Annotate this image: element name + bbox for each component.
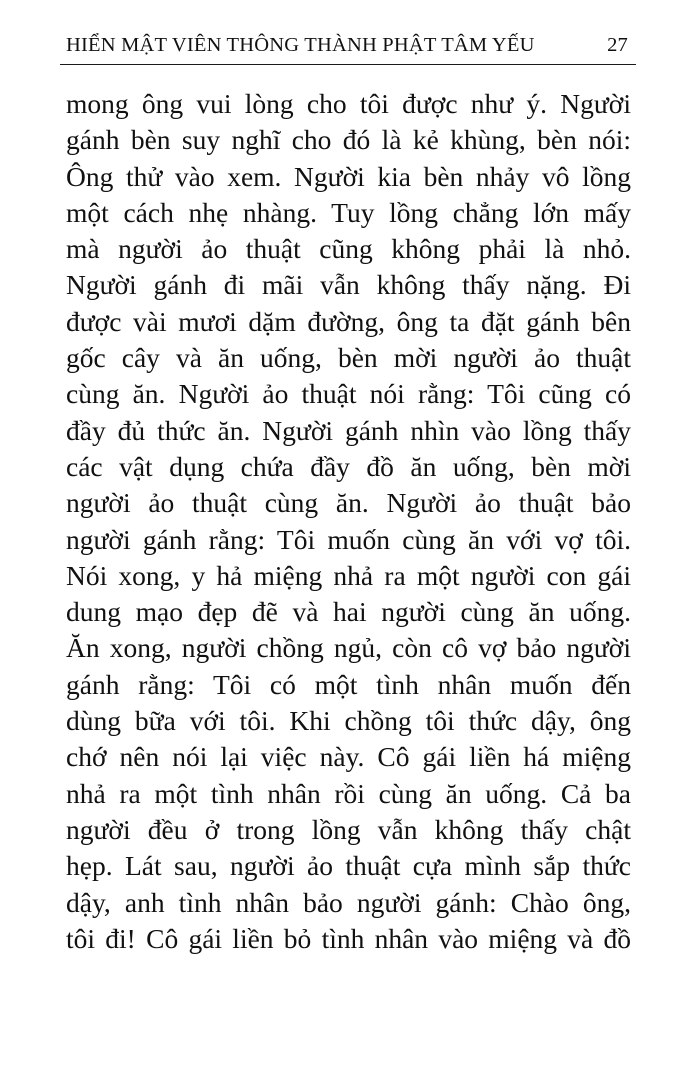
header-rule (60, 64, 636, 65)
text-line-18: dùng bữa với tôi. Khi chồng tôi thức dậy, ông (66, 705, 631, 737)
text-line-14: Nói xong, y hả miệng nhả ra một người con gái (66, 559, 631, 591)
text-line-3: Ông thử vào xem. Người kia bèn nhảy vô lồng (66, 160, 631, 192)
text-line-8: gốc cây và ăn uống, bèn mời người ảo thuật (66, 342, 631, 374)
text-line-1: mong ông vui lòng cho tôi được như ý. Người (66, 88, 631, 119)
page-number: 27 (607, 34, 628, 56)
text-line-21: người đều ở trong lồng vẫn không thấy chật (66, 813, 631, 845)
text-line-10: đầy đủ thức ăn. Người gánh nhìn vào lồng thấy (66, 414, 631, 446)
text-line-22: hẹp. Lát sau, người ảo thuật cựa mình sắp thức (66, 850, 631, 882)
text-line-2: gánh bèn suy nghĩ cho đó là kẻ khùng, bèn nói: (66, 124, 631, 156)
text-line-13: người gánh rằng: Tôi muốn cùng ăn với vợ tôi. (66, 523, 631, 555)
text-line-15: dung mạo đẹp đẽ và hai người cùng ăn uống. (66, 596, 631, 628)
text-line-19: chớ nên nói lại việc này. Cô gái liền há miệng (66, 741, 631, 773)
body-text (66, 86, 631, 957)
header-title: HIỂN MẬT VIÊN THÔNG THÀNH PHẬT TÂM YẾU (66, 34, 535, 56)
text-line-16: Ăn xong, người chồng ngủ, còn cô vợ bảo người (66, 632, 631, 664)
text-line-24: tôi đi! Cô gái liền bỏ tình nhân vào miệng và đồ (66, 922, 631, 954)
text-line-23: dậy, anh tình nhân bảo người gánh: Chào ông, (66, 886, 631, 918)
text-line-6: Người gánh đi mãi vẫn không thấy nặng. Đi (66, 269, 631, 301)
text-line-20: nhả ra một tình nhân rồi cùng ăn uống. Cả ba (66, 777, 631, 809)
text-line-5: mà người ảo thuật cũng không phải là nhỏ. (66, 233, 631, 265)
text-line-7: được vài mươi dặm đường, ông ta đặt gánh bên (66, 305, 631, 337)
text-line-9: cùng ăn. Người ảo thuật nói rằng: Tôi cũng có (66, 378, 631, 410)
text-line-12: người ảo thuật cùng ăn. Người ảo thuật bảo (66, 487, 631, 519)
running-header (66, 34, 632, 64)
text-line-4: một cách nhẹ nhàng. Tuy lồng chẳng lớn mấy (66, 196, 631, 228)
text-line-11: các vật dụng chứa đầy đồ ăn uống, bèn mời (66, 450, 631, 482)
text-line-17: gánh rằng: Tôi có một tình nhân muốn đến (66, 668, 631, 700)
